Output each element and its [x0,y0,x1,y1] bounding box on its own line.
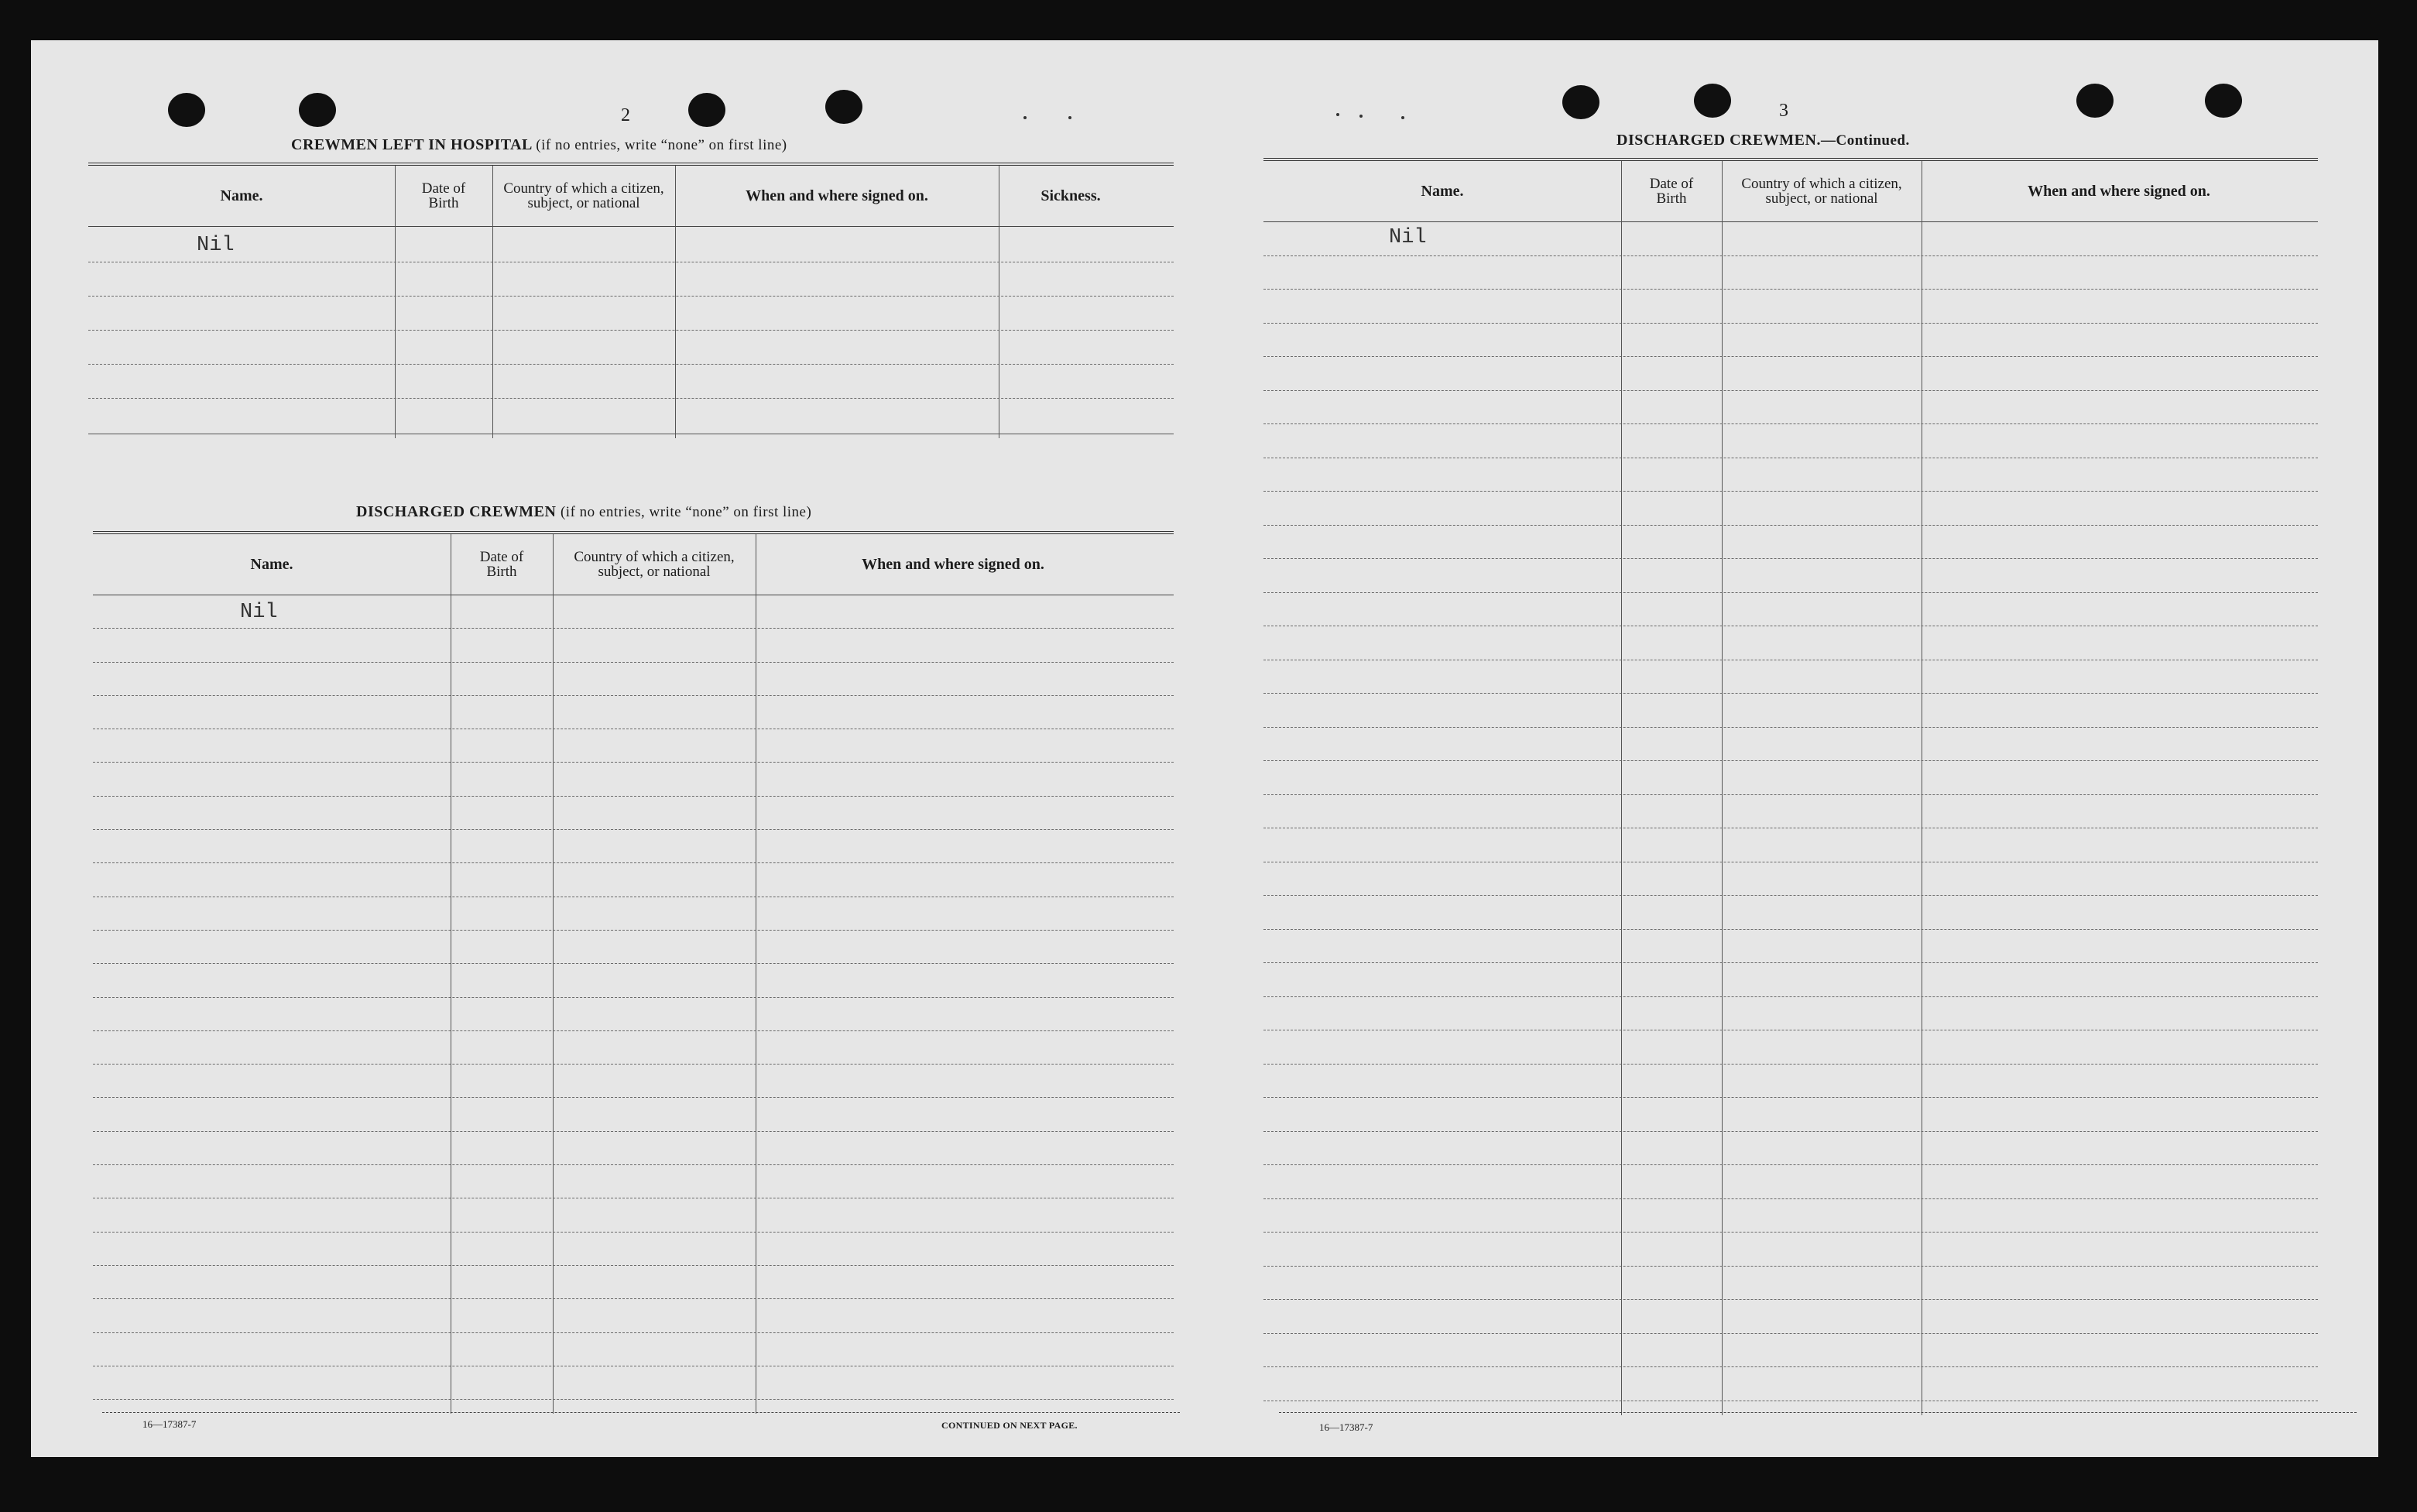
header-signed-on: When and where signed on. [862,555,1044,573]
discharged-title-text: DISCHARGED CREWMEN [356,503,557,520]
table-row [93,695,1174,729]
table-row [1263,1164,2318,1199]
table-row [1263,255,2318,290]
discharged-continued-title [1616,132,1910,149]
discharged-continued-rows [1263,221,2318,1414]
table-row [1263,558,2318,593]
table-row [1263,423,2318,458]
table-row [93,1198,1174,1232]
form-code: 16—17387-7 [1319,1421,1373,1433]
table-row [1263,1030,2318,1065]
table-row [1263,626,2318,660]
discharged-continued-table [1263,158,2318,1417]
page-number: 2 [621,105,630,125]
discharged-first-entry: Nil [240,601,278,624]
table-row [1263,929,2318,964]
table-row [1263,356,2318,391]
table-row [1263,390,2318,425]
discharged-title-note: (if no entries, write “none” on first line) [560,504,812,520]
table-row [1263,1232,2318,1267]
header-name: Name. [220,187,263,204]
table-row [1263,1131,2318,1166]
form-sheet [31,40,2378,1457]
table-row [1263,592,2318,627]
table-row [93,1164,1174,1198]
right-page [1205,40,2378,1457]
table-row [1263,1333,2318,1368]
table-row [93,1298,1174,1332]
table-row [1263,1299,2318,1334]
table-row [93,1064,1174,1098]
table-row [1263,794,2318,829]
table-row [1263,862,2318,897]
table-row [93,963,1174,997]
table-row [93,729,1174,763]
header-name: Name. [250,555,293,573]
discharged-table-header [93,534,1174,595]
table-row [1263,895,2318,930]
table-row [1263,1266,2318,1301]
table-row [1263,996,2318,1031]
form-code: 16—17387-7 [142,1418,197,1430]
table-row [93,1232,1174,1266]
header-date-of-birth: Date of Birth [421,180,466,211]
hospital-title-note: (if no entries, write “none” on first line) [536,137,787,153]
table-row [1263,323,2318,358]
header-country: Country of which a citizen, subject, or national [1741,176,1902,207]
table-row [88,330,1174,365]
table-row [1263,289,2318,324]
table-row [1263,962,2318,997]
discharged-continued-title-text: DISCHARGED CREWMEN. [1616,132,1821,149]
table-row [93,1131,1174,1165]
discharged-continued-header [1263,161,2318,222]
table-row [1263,491,2318,526]
header-country: Country of which a citizen, subject, or national [574,549,735,580]
table-row [93,997,1174,1031]
hospital-title-text: CREWMEN LEFT IN HOSPITAL [291,136,532,153]
header-country: Country of which a citizen, subject, or national [503,180,664,211]
table-row [1263,693,2318,728]
table-row [93,796,1174,830]
discharged-table [93,531,1174,1417]
table-row [93,662,1174,696]
discharged-rows [93,595,1174,1412]
table-row [93,1332,1174,1366]
table-row [93,930,1174,964]
table-row [1263,1366,2318,1401]
header-signed-on: When and where signed on. [2028,182,2210,200]
table-row [1263,727,2318,762]
hospital-first-entry: Nil [197,234,235,257]
continued-suffix: —Continued. [1820,132,1910,149]
table-row [93,1366,1174,1400]
table-row [1263,1064,2318,1099]
page-number: 3 [1779,101,1788,121]
header-name: Name. [1421,182,1464,200]
header-date-of-birth: Date of Birth [1649,176,1694,207]
discharged-section-title [356,503,811,521]
table-row [1263,828,2318,862]
table-row [93,763,1174,797]
table-row [93,862,1174,897]
header-date-of-birth: Date of Birth [479,549,524,580]
header-sickness: Sickness. [1041,187,1101,204]
table-row [93,1030,1174,1065]
left-page [31,40,1205,1457]
table-row [1263,1097,2318,1132]
table-row [93,628,1174,662]
table-row [1263,1198,2318,1233]
table-row [1263,660,2318,694]
table-row [93,897,1174,931]
continued-first-entry: Nil [1389,226,1427,249]
table-row [93,1265,1174,1299]
bottom-rule [102,1412,1180,1413]
bottom-rule [1279,1412,2357,1413]
table-row [88,262,1174,297]
hospital-section-title [291,136,787,154]
table-row [1263,760,2318,795]
header-signed-on: When and where signed on. [746,187,928,204]
table-row [93,829,1174,863]
table-row [88,398,1174,434]
table-row [88,296,1174,331]
table-row [1263,525,2318,560]
table-row [1263,458,2318,492]
table-row [88,364,1174,399]
table-row [93,1098,1174,1132]
table-row [88,226,1174,262]
hospital-table-header [88,166,1174,227]
continued-note: CONTINUED ON NEXT PAGE. [941,1420,1078,1431]
hospital-rows [88,226,1174,437]
hospital-table [88,163,1174,483]
